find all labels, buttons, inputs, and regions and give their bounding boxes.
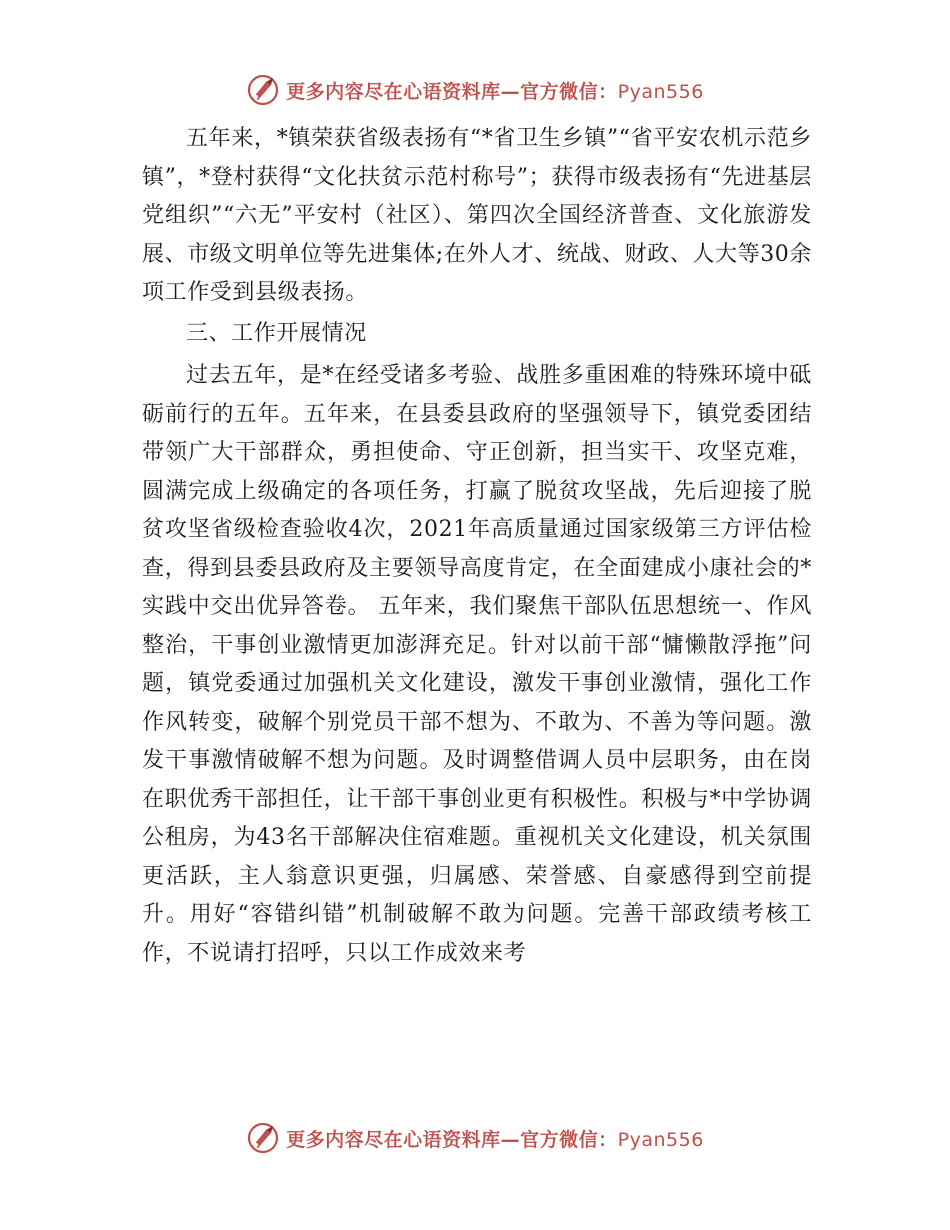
footer-watermark — [0, 1118, 950, 1158]
watermark-text: 更多内容尽在心语资料库—官方微信：Pyan556 — [286, 80, 704, 103]
watermark-text: 更多内容尽在心语资料库—官方微信：Pyan556 — [286, 1128, 704, 1151]
watermark-handle: Pyan556 — [617, 1128, 704, 1151]
quill-badge-icon — [246, 73, 280, 107]
paragraph-work-progress: 过去五年，是*在经受诸多考验、战胜多重困难的特殊环境中砥砺前行的五年。五年来，在县委县政府的坚强领导下，镇党委团结带领广大干部群众，勇担使命、守正创新，担当实干、攻坚克难，圆满完成上级确定的各项任务，打赢了脱贫攻坚战，先后迎接了脱贫攻坚省级检查验收4次，2021年高质量通过国家级第三方评估检查，得到县委县政府及主要领导高度肯定，在全面建成小康社会的*实践中交出优异答卷。 五年来，我们聚焦干部队伍思想统一、作风整治，干事创业激情更加澎湃充足。针对以前干部“慵懒散浮拖”问题，镇党委通过加强机关文化建设，激发干事创业激情，强化工作作风转变，破解个别党员干部不想为、不敢为、不善为等问题。激发干事激情破解不想为问题。及时调整借调人员中层职务，由在岗在职优秀干部担任，让干部干事创业更有积极性。积极与*中学协调公租房，为43名干部解决住宿难题。重视机关文化建设，机关氛围更活跃，主人翁意识更强，归属感、荣誉感、自豪感得到空前提升。用好“容错纠错”机制破解不敢为问题。完善干部政绩考核工作，不说请打招呼，只以工作成效来考 — [142, 363, 812, 966]
paragraph-awards: 五年来，*镇荣获省级表扬有“*省卫生乡镇”“省平安农机示范乡镇”，*登村获得“文化扶贫示范村称号”；获得市级表扬有“先进基层党组织”“六无”平安村（社区）、第四次全国经济普查、文化旅游发展、市级文明单位等先进集体;在外人才、统战、财政、人大等30余项工作受到县级表扬。 — [142, 126, 813, 305]
document-body — [142, 120, 812, 973]
quill-badge-icon — [246, 1121, 280, 1155]
watermark-handle: Pyan556 — [617, 80, 704, 103]
section-heading: 三、工作开展情况 — [186, 320, 367, 346]
header-watermark — [0, 70, 950, 110]
